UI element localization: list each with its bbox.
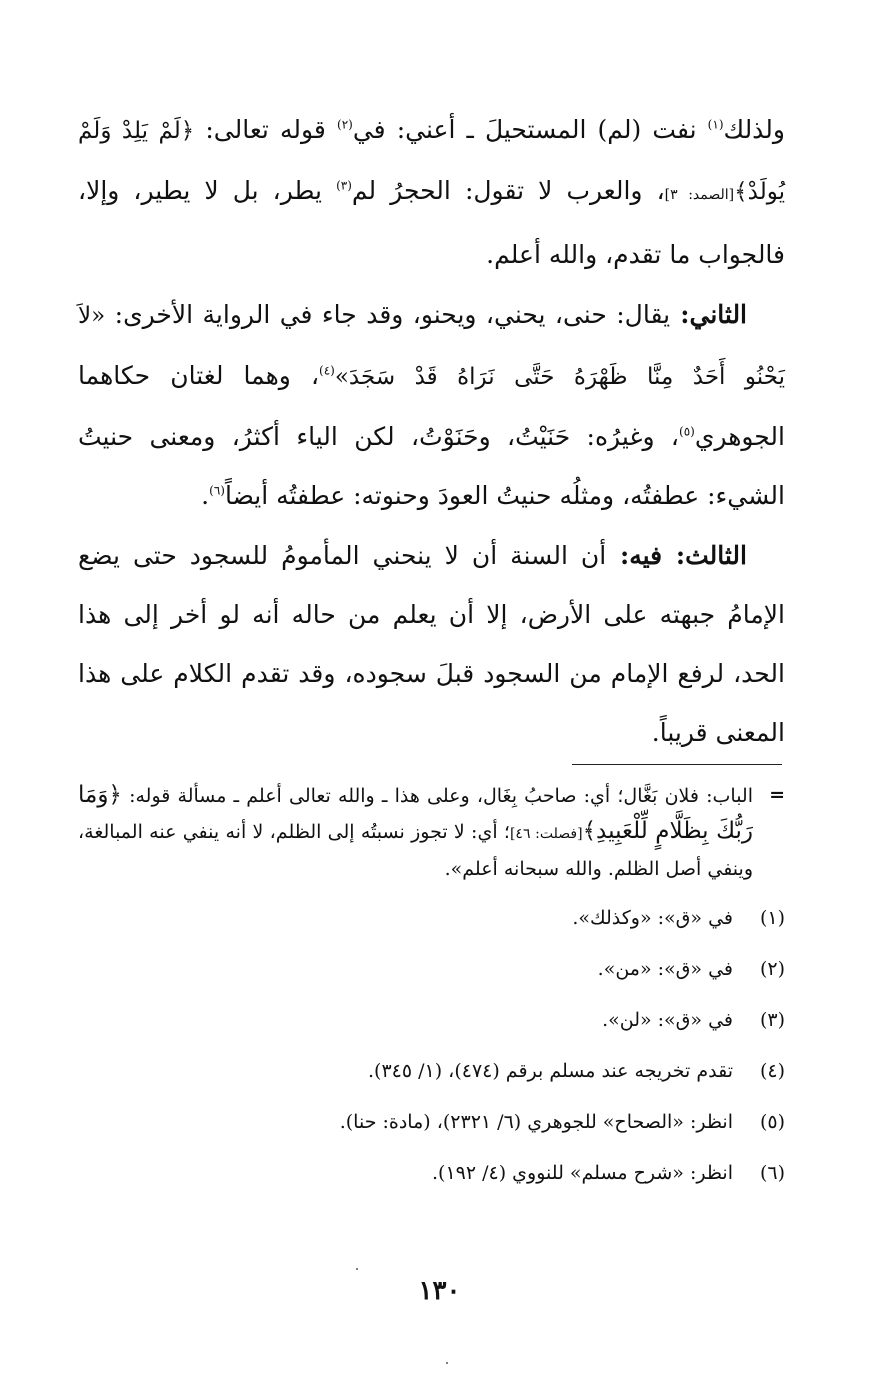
footnote — [78, 893, 785, 944]
text-run: ؛ أي: لا تجوز نسبتُه إلى الظلم، لا أنه ينفي عنه المبالغة، وينفي أصل الظلم. والله سبحانه أعلم». — [78, 821, 753, 880]
footnote-ref: (٤) — [319, 363, 335, 378]
footnote-number: (٦) — [759, 1162, 785, 1184]
verse-reference: [الصمد: ٣] — [664, 187, 735, 203]
text-run: يقال: حنى، يحني، ويحنو، وقد جاء في الرواية الأخرى: — [105, 300, 671, 329]
footnote — [78, 1097, 785, 1148]
footnote-text: انظر: «الصحاح» للجوهري (٦/ ٢٣٢١)، (مادة: حنا). — [339, 1111, 733, 1133]
footnote-text: في «ق»: «وكذلك». — [572, 907, 733, 929]
scan-speck — [356, 1268, 358, 1270]
footnote-text: تقدم تخريجه عند مسلم برقم (٤٧٤)، (١/ ٣٤٥). — [367, 1060, 733, 1082]
footnote-number: (١) — [759, 907, 785, 929]
text-run: ، والعرب لا تقول: الحجرُ لم — [351, 176, 665, 205]
footnote-ref: (١) — [707, 117, 724, 132]
footnote-list — [78, 893, 785, 1199]
footnotes-area — [78, 778, 785, 1199]
text-run: . — [201, 481, 210, 510]
footnote-ref: (٦) — [209, 483, 225, 498]
text-run: ولذلك — [723, 115, 785, 144]
quotation: ﴿وَمَا رَبُّكَ بِظَلَّامٍ لِّلْعَبِيدِ﴾ — [78, 782, 753, 844]
continuation-marker: = — [769, 784, 785, 806]
footnote-separator — [572, 764, 782, 765]
section-lead: الثالث: فيه: — [606, 541, 747, 570]
quotation: «لاَ يَحْنُو أَحَدٌ مِنَّا ظَهْرَهُ حَتَّى نَرَاهُ قَدْ سَجَدَ» — [78, 303, 785, 390]
text-run: قوله تعالى: — [194, 115, 337, 144]
text-run: نفت (لم) المستحيلَ ـ أعني: في — [352, 115, 708, 144]
paragraph-1 — [78, 100, 785, 284]
footnote — [78, 995, 785, 1046]
text-run: أن السنة أن لا ينحني المأمومُ للسجود حتى يضع الإمامُ جبهته على الأرض، إلا أن يعلم من حاله أنه لو أخر إلى هذا الحد، لرفع الإمام من السجود قبلَ سجوده، وقد تقدم الكلام على هذا المعنى قريباً. — [78, 541, 785, 747]
footnote-text: في «ق»: «من». — [597, 958, 733, 980]
verse-reference: [فصلت: ٤٦] — [509, 826, 583, 842]
continuation-text — [78, 778, 753, 887]
footnote-ref: (٢) — [337, 117, 353, 132]
footnote-number: (٤) — [759, 1060, 785, 1082]
footnote — [78, 1148, 785, 1199]
footnote-number: (٣) — [759, 1009, 785, 1031]
text-run: ، وهما لغتان حكاهما الجوهري — [78, 361, 785, 451]
paragraph-3 — [78, 526, 785, 762]
footnote — [78, 944, 785, 995]
footnote-text: في «ق»: «لن». — [602, 1009, 733, 1031]
quotation: ﴿لَمْ يَلِدْ وَلَمْ يُولَدْ﴾ — [78, 118, 785, 205]
footnote — [78, 1046, 785, 1097]
paragraph-2 — [78, 285, 785, 525]
footnote-continuation — [78, 778, 785, 887]
footnote-number: (٢) — [759, 958, 785, 980]
page-number: ١٣٠ — [418, 1276, 461, 1306]
scan-speck — [446, 1362, 448, 1364]
footnote-ref: (٥) — [679, 424, 695, 439]
footnote-number: (٥) — [759, 1111, 785, 1133]
text-run: ، وغيرُه: حَنَيْتُ، وحَنَوْتُ، لكن الياء أكثرُ، ومعنى حنيتُ الشيء: عطفتُه، ومثلُه حنيتُ العودَ وحنوته: عطفتُه أيضاً — [78, 422, 785, 510]
main-text — [78, 100, 785, 762]
section-lead: الثاني: — [670, 300, 748, 329]
text-run: الباب: فلان بَغَّال؛ أي: صاحبُ بِغَال، وعلى هذا ـ والله تعالى أعلم ـ مسألة قوله: — [121, 785, 753, 807]
footnote-text: انظر: «شرح مسلم» للنووي (٤/ ١٩٢). — [431, 1162, 733, 1184]
footnote-ref: (٣) — [336, 178, 352, 193]
text-run: يطر، بل لا يطير، وإلا، فالجواب ما تقدم، والله أعلم. — [78, 176, 785, 269]
